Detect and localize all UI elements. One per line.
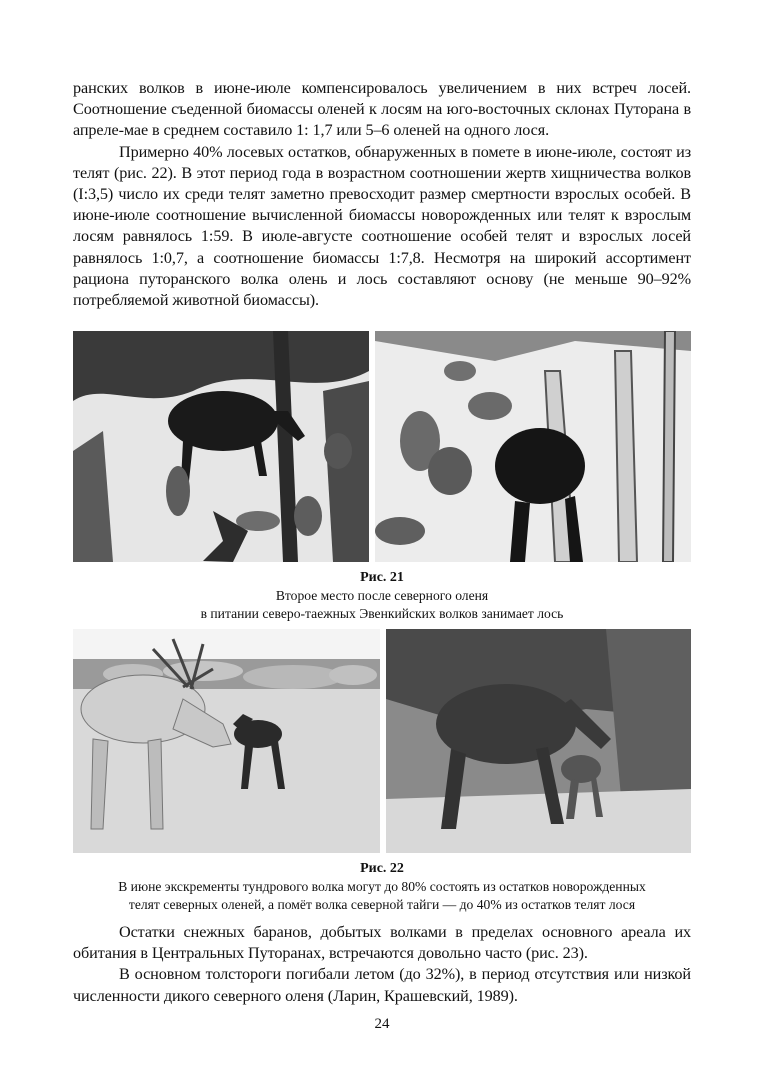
figure-21-label: Рис. 21	[360, 570, 404, 585]
page-number: 24	[374, 1016, 390, 1032]
reindeer-calf-photo	[73, 629, 380, 853]
figure-22-label: Рис. 22	[360, 861, 404, 876]
figure-22-caption-line-2: телят северных оленей, а помёт волка северной тайги — до 40% из остатков телят лося	[128, 896, 636, 912]
figure-22-caption-line-1: В июне экскременты тундрового волка могут до 80% состоять из остатков новорожденных	[118, 879, 646, 894]
figure-21-caption	[60, 587, 704, 622]
paragraph-3: Остатки снежных баранов, добытых волками в пределах основного ареала их обитания в Центральных Путоранах, встречаются довольно часто (рис. 23).	[73, 923, 691, 963]
moose-wolves-left-photo	[73, 331, 369, 562]
bottom-text	[73, 922, 691, 1007]
figure-21-caption-line-1: Второе место после северного оленя	[275, 588, 489, 603]
paragraph-1: ранских волков в июне-июле компенсировалось увеличением в них встреч лосей. Соотношение съеденной биомассы оленей к лосям на юго-восточных склонах Путорана в апреле-мае в среднем составило 1: 1,7 или 5–6 оленей на одного лося.	[73, 79, 691, 140]
figure-21-caption-line-2: в питании северо-таежных Эвенкийских волков занимает лось	[200, 605, 564, 621]
moose-calf-photo	[386, 629, 691, 853]
paragraph-4: В основном толстороги погибали летом (до 32%), в период отсутствия или низкой численности дикого северного оленя (Ларин, Крашевский, 1989).	[73, 965, 691, 1005]
top-text	[73, 78, 691, 311]
figure-22-caption	[60, 878, 704, 913]
paragraph-2: Примерно 40% лосевых остатков, обнаруженных в помете в июне-июле, состоят из телят (рис. 22). В этот период года в возрастном соотношении жертв хищничества волков (I:3,5) число их среди телят заметно превосходит размер смертности взрослых особей. В июне-июле соотношение вычисленной биомассы новорожденных или телят к взрослым лосям равнялось 1:59. В июле-августе соотношение особей телят и взрослых лосей равнялось 1:0,7, а соотношение биомассы 1:7,8. Несмотря на широкий ассортимент рациона путоранского волка олень и лось составляют основу (не меньше 90–92% потребляемой животной биомассы).	[73, 142, 691, 310]
moose-wolves-right-photo	[375, 331, 691, 562]
